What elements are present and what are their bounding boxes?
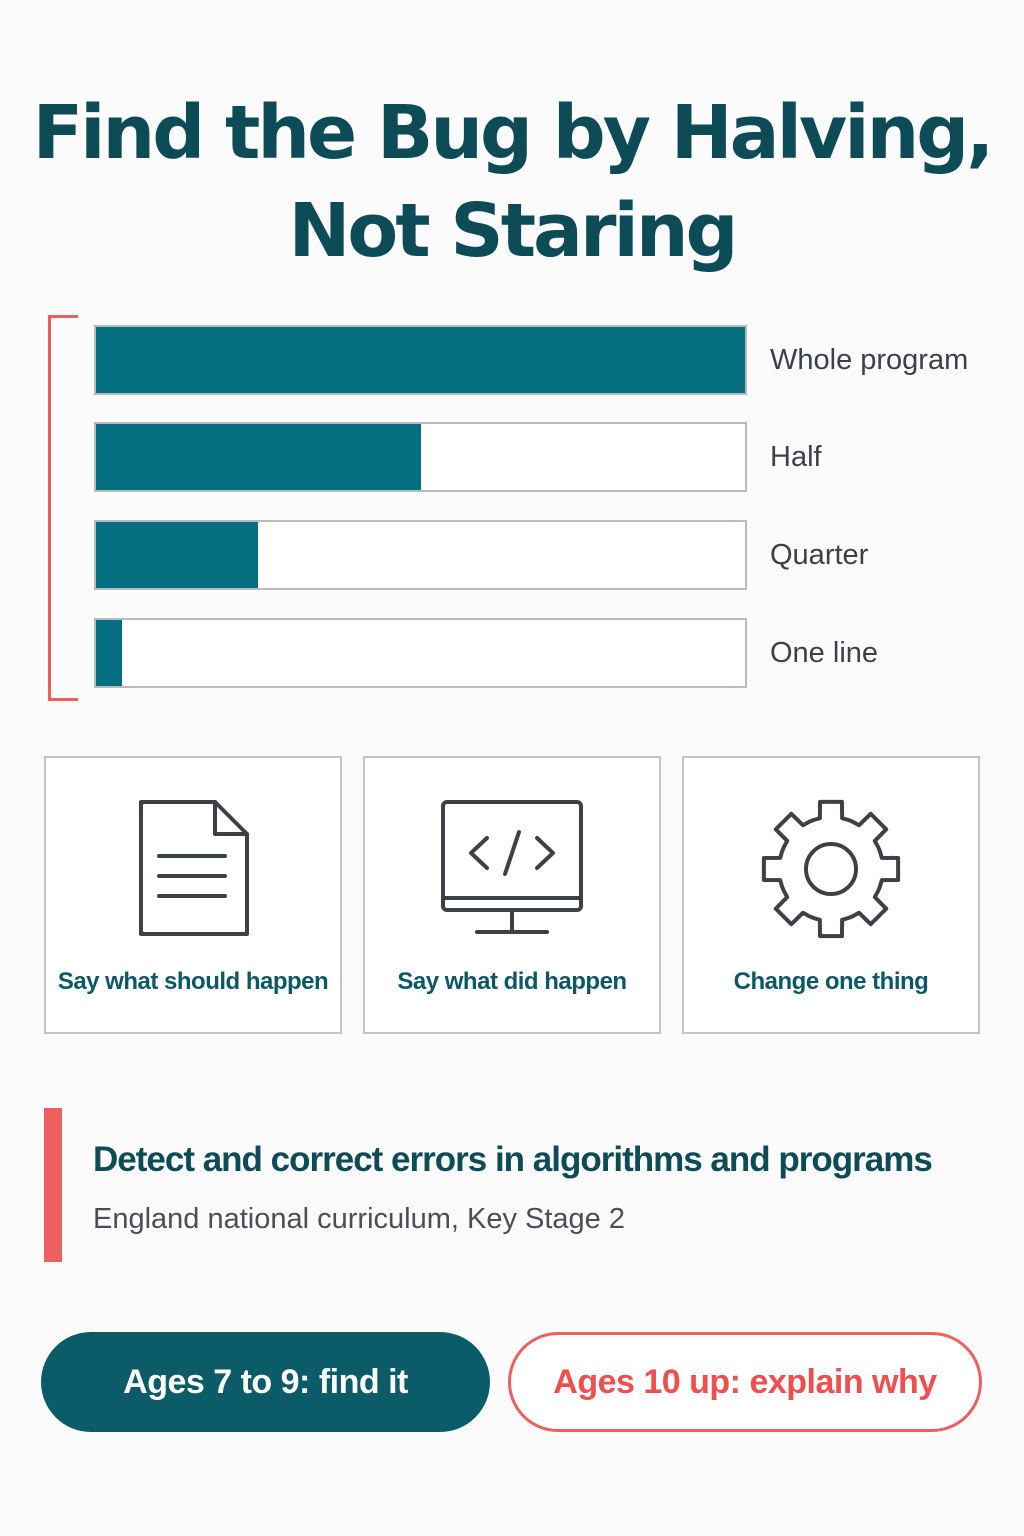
bar-fill xyxy=(96,424,421,490)
code-monitor-icon xyxy=(365,794,659,944)
bar-label: Whole program xyxy=(770,344,969,376)
step-label: Change one thing xyxy=(733,968,929,995)
bar-row-whole-program xyxy=(94,325,994,395)
title-line-2: Not Staring xyxy=(288,188,736,274)
page-title xyxy=(0,84,1024,280)
bar-fill xyxy=(96,327,745,393)
bar-track xyxy=(94,520,747,590)
age-badge-older: Ages 10 up: explain why xyxy=(508,1332,982,1432)
document-icon xyxy=(46,794,340,944)
curriculum-title: Detect and correct errors in algorithms and programs xyxy=(93,1140,932,1179)
age-badge-young: Ages 7 to 9: find it xyxy=(41,1332,490,1432)
gear-icon xyxy=(684,794,978,944)
title-line-1: Find the Bug by Halving, xyxy=(32,90,992,176)
bar-row-half xyxy=(94,422,994,492)
bar-track xyxy=(94,618,747,688)
bar-row-one-line xyxy=(94,618,994,688)
bar-fill xyxy=(96,620,122,686)
step-card-expected xyxy=(44,756,342,1034)
bar-fill xyxy=(96,522,258,588)
step-label: Say what should happen xyxy=(57,968,329,995)
curriculum-subtitle: England national curriculum, Key Stage 2 xyxy=(93,1203,625,1235)
bar-track xyxy=(94,325,747,395)
bar-label: One line xyxy=(770,637,879,669)
step-card-change xyxy=(682,756,980,1034)
step-label: Say what did happen xyxy=(397,968,627,995)
bar-label: Half xyxy=(770,441,822,473)
curriculum-accent-bar xyxy=(44,1108,62,1262)
bar-track xyxy=(94,422,747,492)
halving-bracket xyxy=(48,315,78,701)
bar-row-quarter xyxy=(94,520,994,590)
bar-label: Quarter xyxy=(770,539,869,571)
step-card-actual xyxy=(363,756,661,1034)
